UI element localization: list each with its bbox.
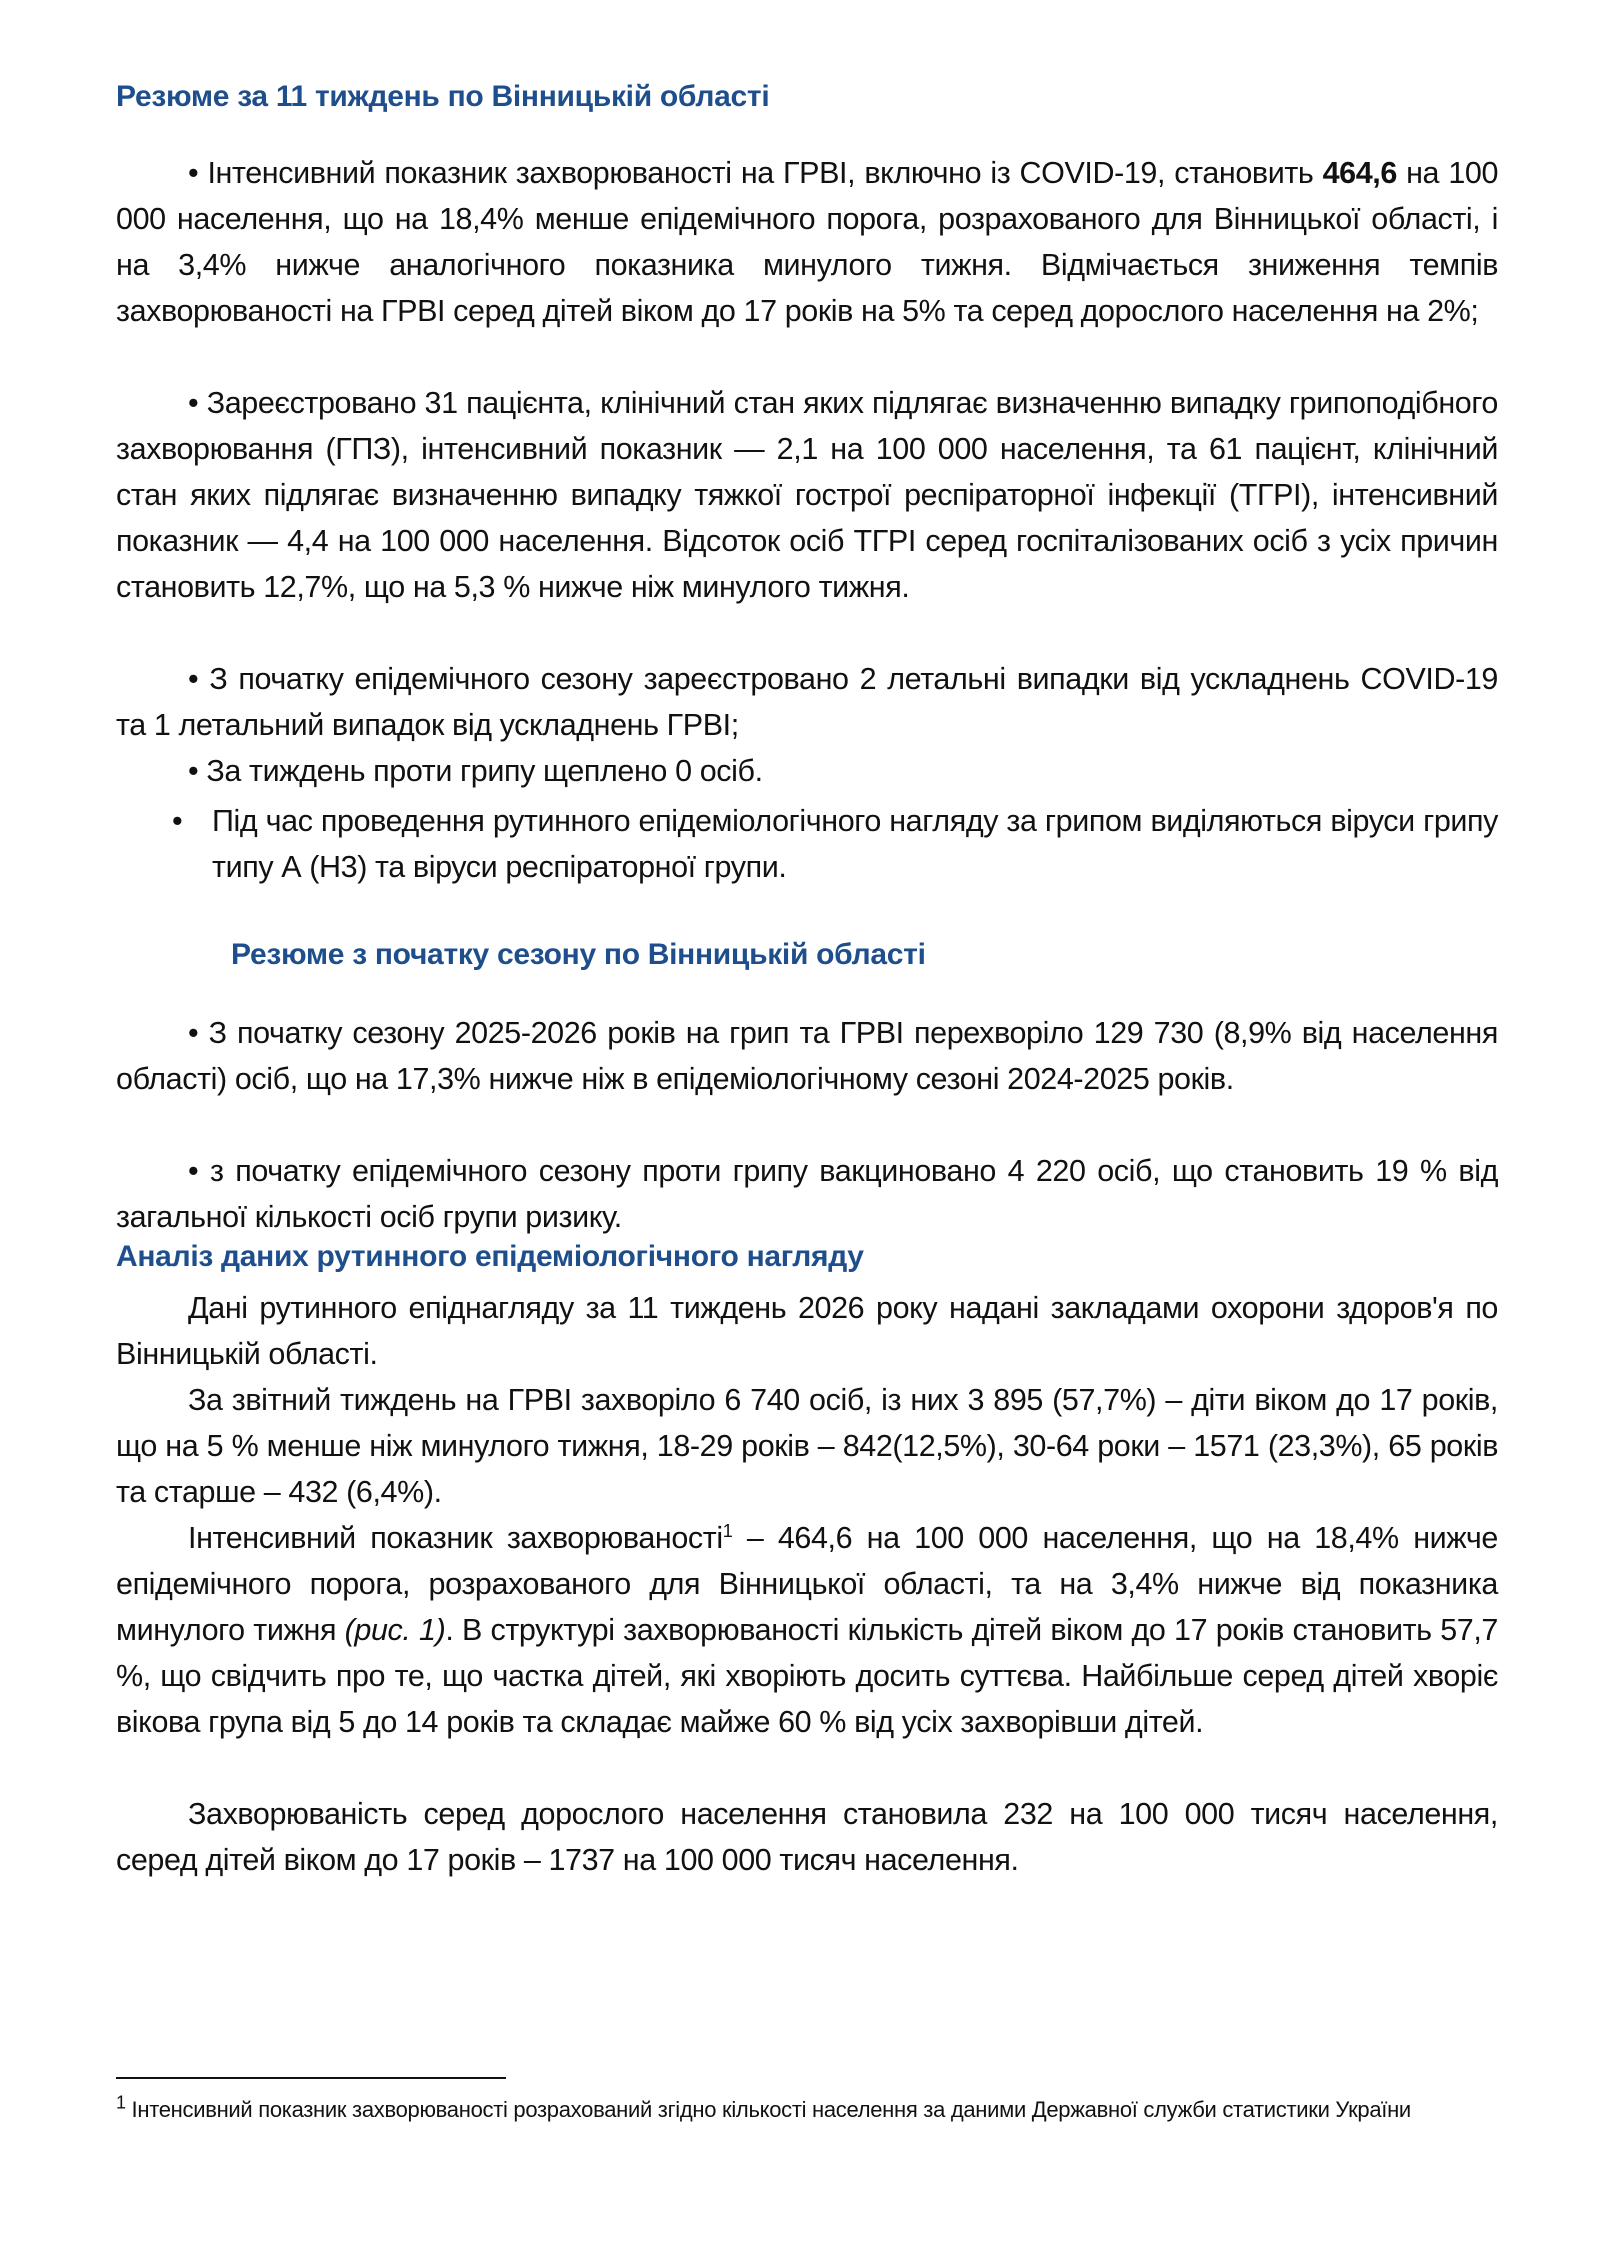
paragraph-intensity-structure: Інтенсивний показник захворюваності$^1$ – 464,6 на 100 000 населення, що на 18,4% нижче епідемічного порога, розрахованого для Вінницької області, та на 3,4% нижче від показника минулого тижня (рис. 1). В структурі захворюваності кількість дітей віком до 17 років становить 57,7 %, що свідчить про те, що частка дітей, які хворіють досить суттєва. Найбільше серед дітей хворіє вікова група від 5 до 14 років та складає майже 60 % від усіх захворівши дітей. bbox=[116, 1520, 1498, 1739]
paragraph-virus-types: • Під час проведення рутинного епідеміологічного нагляду за грипом виділяються віруси грипу типу А (Н3) та віруси респіраторної групи. bbox=[212, 798, 1498, 890]
section-heading-weekly-summary: Резюме за 11 тиждень по Вінницькій області bbox=[116, 80, 770, 113]
footnote-marker: 1 bbox=[116, 2092, 126, 2113]
paragraph-ili-sari: • Зареєстровано 31 пацієнта, клінічний стан яких підлягає визначенню випадку грипоподібного захворювання (ГПЗ), інтенсивний показник — 2,1 на 100 000 населення, та 61 пацієнт, клінічний стан яких підлягає визначенню випадку тяжкої гострої респіраторної інфекції (ТГРІ), інтенсивний показник — 4,4 на 100 000 населення. Відсоток осіб ТГРІ серед госпіталізованих осіб з усіх причин становить 12,7%, що на 5,3 % нижче ніж минулого тижня. bbox=[116, 386, 1498, 604]
bullet-marker: • bbox=[188, 156, 199, 190]
paragraph-adult-child-rates: Захворюваність серед дорослого населення становила 232 на 100 000 тисяч населення, серед дітей віком до 17 років – 1737 на 100 000 тисяч населення. bbox=[116, 1797, 1498, 1877]
footnote-reference[interactable]: 1 bbox=[722, 1520, 733, 1541]
figure-reference[interactable]: (рис. 1) bbox=[344, 1613, 446, 1647]
paragraph-vaccinated-week: • За тиждень проти грипу щеплено 0 осіб. bbox=[188, 754, 763, 788]
highlight-value: 464,6 bbox=[1322, 156, 1397, 190]
bullet-marker: • bbox=[172, 804, 183, 838]
footnote-separator bbox=[116, 2077, 506, 2079]
paragraph-intensity-indicator: • Інтенсивний показник захворюваності на ГРВІ, включно із COVID-19, становить 464,6 на 100 000 населення, що на 18,4% менше епідемічного порога, розрахованого для Вінницької області, і на 3,4% нижче аналогічного показника минулого тижня. Відмічається зниження темпів захворюваності на ГРВІ серед дітей віком до 17 років на 5% та серед дорослого населення на 2%; bbox=[116, 156, 1499, 328]
paragraph-age-breakdown: За звітний тиждень на ГРВІ захворіло 6 740 осіб, із них 3 895 (57,7%) – діти віком до 17 років, що на 5 % менше ніж минулого тижня, 18-29 років – 842(12,5%), 30-64 роки – 1571 (23,3%), 65 років та старше – 432 (6,4%). bbox=[116, 1383, 1498, 1509]
paragraph-fatal-cases: • З початку епідемічного сезону зареєстровано 2 летальні випадки від ускладнень COVID-19 та 1 летальний випадок від ускладнень ГРВІ; bbox=[116, 662, 1498, 742]
section-heading-season-summary: Резюме з початку сезону по Вінницькій області bbox=[231, 938, 926, 971]
paragraph-season-vaccination: • з початку епідемічного сезону проти грипу вакциновано 4 220 осіб, що становить 19 % від загальної кількості осіб групи ризику. bbox=[116, 1154, 1498, 1234]
section-heading-surveillance-analysis: Аналіз даних рутинного епідеміологічного нагляду bbox=[116, 1240, 864, 1273]
paragraph-season-cases: • З початку сезону 2025-2026 років на грип та ГРВІ перехворіло 129 730 (8,9% від населення області) осіб, що на 17,3% нижче ніж в епідеміологічному сезоні 2024-2025 років. bbox=[116, 1016, 1498, 1096]
footnote: $^1$ Інтенсивний показник захворюваності розрахований згідно кількості населення за даними Державної служби статистики України bbox=[116, 2092, 1411, 2122]
paragraph-data-source: Дані рутинного епіднагляду за 11 тиждень 2026 року надані закладами охорони здоров'я по Вінницькій області. bbox=[116, 1291, 1498, 1371]
